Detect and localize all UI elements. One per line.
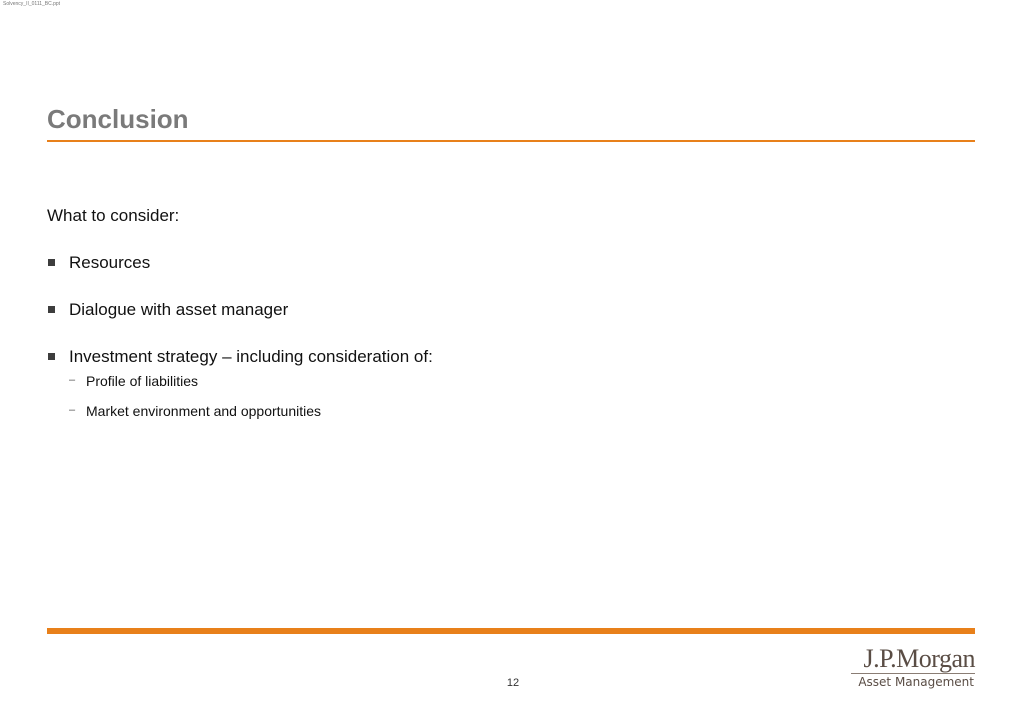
square-bullet-icon xyxy=(48,306,55,313)
bullet-list xyxy=(47,253,947,419)
logo-divider xyxy=(851,673,975,674)
page-number: 12 xyxy=(506,677,520,689)
sub-item-text: Market environment and opportunities xyxy=(86,403,322,419)
logo-subtitle: Asset Management xyxy=(858,675,974,689)
intro-text: What to consider: xyxy=(47,206,180,225)
bullet-text: Investment strategy – including consideration of: xyxy=(69,347,433,366)
jpmorgan-logo xyxy=(849,646,975,690)
dash-bullet-icon: – xyxy=(69,374,76,386)
bullet-text: Resources xyxy=(69,253,151,272)
bullet-text: Dialogue with asset manager xyxy=(69,300,289,319)
slide-title: Conclusion xyxy=(47,104,189,134)
title-divider xyxy=(47,140,975,142)
dash-bullet-icon: – xyxy=(69,404,76,416)
logo-wordmark: J.P.Morgan xyxy=(863,644,975,673)
footer-bar xyxy=(47,628,975,634)
bullet-item-resources xyxy=(47,253,947,300)
square-bullet-icon xyxy=(48,353,55,360)
sub-item-text: Profile of liabilities xyxy=(86,373,199,389)
square-bullet-icon xyxy=(48,259,55,266)
bullet-item-dialogue xyxy=(47,300,947,347)
file-label: Solvency_II_0111_BC.ppt xyxy=(3,1,61,7)
